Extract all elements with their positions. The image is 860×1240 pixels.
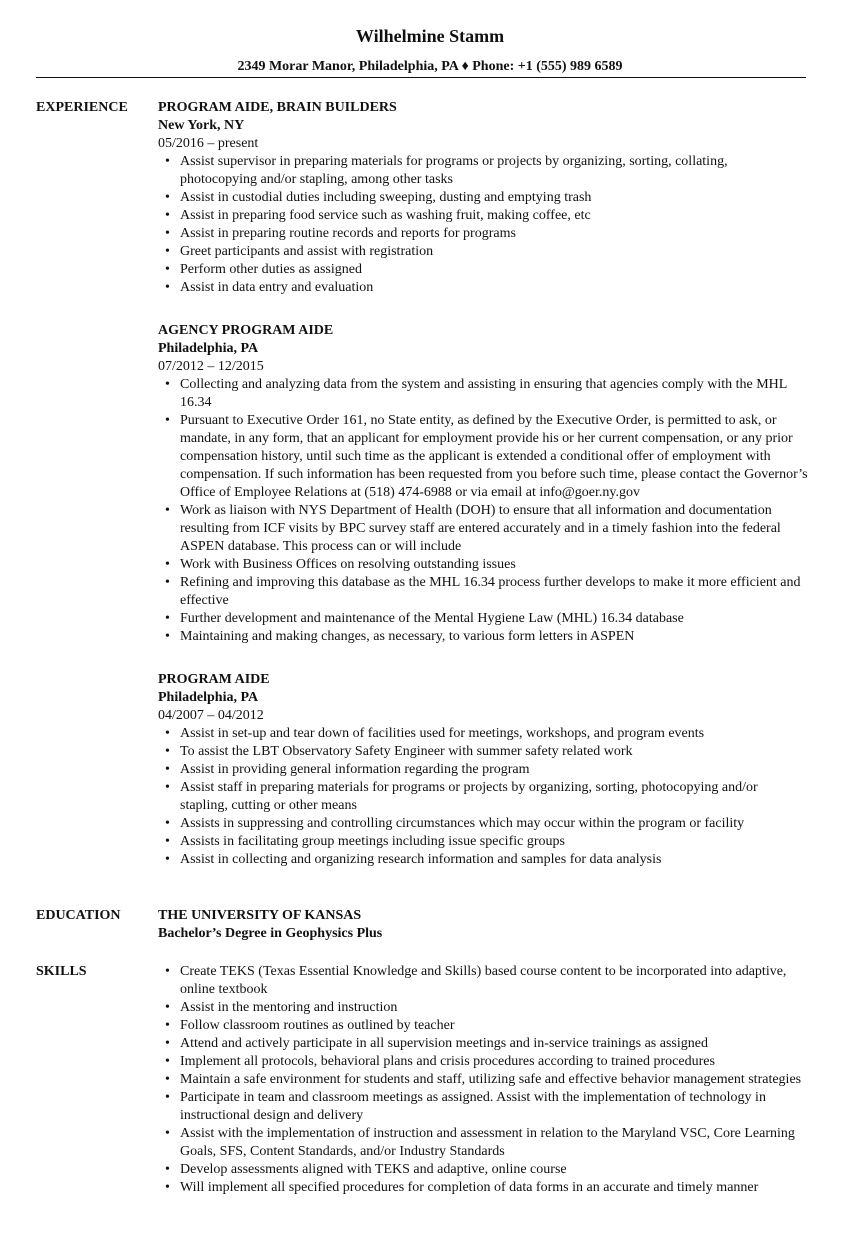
bullet-item: • Assist supervisor in preparing materials for programs or projects by organizing, sorting, collating, photocopying and/or stapling, among other tasks <box>180 153 808 189</box>
bullet-item: • Pursuant to Executive Order 161, no State entity, as defined by the Executive Order, is permitted to ask, or mandate, in any form, that an applicant for employment provide his or her current compensation, or any prior compensation history, until such time as the applicant is extended a conditional offer of employment with compensation. If such information has been requested from you before such time, please contact the Governor’s Office of Employee Relations at (518) 474-6988 or via email at info@goer.ny.gov <box>180 412 808 502</box>
header-divider <box>36 77 806 78</box>
contact-line: 2349 Morar Manor, Philadelphia, PA ♦ Phone: +1 (555) 989 6589 <box>237 59 623 74</box>
candidate-name: Wilhelmine Stamm <box>355 26 505 46</box>
bullet-item: • Create TEKS (Texas Essential Knowledge and Skills) based course content to be incorporated into adaptive, online textbook <box>180 963 808 999</box>
bullet-item: • To assist the LBT Observatory Safety Engineer with summer safety related work <box>180 743 808 761</box>
skills-body <box>158 963 808 1197</box>
job-entry <box>158 322 808 646</box>
skills-bullets <box>158 963 808 1197</box>
job-dates: 04/2007 – 04/2012 <box>158 708 264 723</box>
bullet-item: • Assist in preparing food service such as washing fruit, making coffee, etc <box>180 207 808 225</box>
education-body <box>158 907 808 943</box>
bullet-item: • Refining and improving this database as the MHL 16.34 process further develops to make it more efficient and effective <box>180 574 808 610</box>
job-dates: 05/2016 – present <box>158 136 259 151</box>
bullet-item: • Follow classroom routines as outlined by teacher <box>180 1017 808 1035</box>
bullet-item: • Further development and maintenance of the Mental Hygiene Law (MHL) 16.34 database <box>180 610 808 628</box>
experience-heading: EXPERIENCE <box>36 100 128 115</box>
job-location: New York, NY <box>158 118 245 133</box>
skills-heading: SKILLS <box>36 964 87 979</box>
bullet-item: • Assist in data entry and evaluation <box>180 279 808 297</box>
job-location: Philadelphia, PA <box>158 690 259 705</box>
experience-body <box>158 99 808 894</box>
bullet-item: • Collecting and analyzing data from the system and assisting in ensuring that agencies comply with the MHL 16.34 <box>180 376 808 412</box>
bullet-item: • Maintaining and making changes, as necessary, to various form letters in ASPEN <box>180 628 808 646</box>
school-name: THE UNIVERSITY OF KANSAS <box>158 908 362 923</box>
education-heading: EDUCATION <box>36 908 121 923</box>
job-dates: 07/2012 – 12/2015 <box>158 359 264 374</box>
bullet-item: • Assist in set-up and tear down of facilities used for meetings, workshops, and program events <box>180 725 808 743</box>
job-bullets <box>158 725 808 869</box>
bullet-item: • Implement all protocols, behavioral plans and crisis procedures according to trained procedures <box>180 1053 808 1071</box>
bullet-item: • Assist in the mentoring and instruction <box>180 999 808 1017</box>
bullet-item: • Assists in suppressing and controlling circumstances which may occur within the program or facility <box>180 815 808 833</box>
bullet-item: • Assist in collecting and organizing research information and samples for data analysis <box>180 851 808 869</box>
job-title: PROGRAM AIDE <box>158 672 270 687</box>
job-entry <box>158 99 808 297</box>
job-bullets <box>158 153 808 297</box>
job-location: Philadelphia, PA <box>158 341 259 356</box>
bullet-item: • Assist in custodial duties including sweeping, dusting and emptying trash <box>180 189 808 207</box>
bullet-item: • Perform other duties as assigned <box>180 261 808 279</box>
bullet-item: • Will implement all specified procedures for completion of data forms in an accurate and timely manner <box>180 1179 808 1197</box>
bullet-item: • Assist in providing general information regarding the program <box>180 761 808 779</box>
bullet-item: • Work as liaison with NYS Department of Health (DOH) to ensure that all information and documentation resulting from ICF visits by BPC survey staff are entered accurately and in a timely fashion into the federal ASPEN database. This process can or will include <box>180 502 808 556</box>
bullet-item: • Work with Business Offices on resolving outstanding issues <box>180 556 808 574</box>
degree: Bachelor’s Degree in Geophysics Plus <box>158 926 383 941</box>
job-bullets <box>158 376 808 646</box>
bullet-item: • Develop assessments aligned with TEKS and adaptive, online course <box>180 1161 808 1179</box>
bullet-item: • Participate in team and classroom meetings as assigned. Assist with the implementation of technology in instructional design and delivery <box>180 1089 808 1125</box>
job-title: AGENCY PROGRAM AIDE <box>158 323 334 338</box>
job-title: PROGRAM AIDE, BRAIN BUILDERS <box>158 100 397 115</box>
bullet-item: • Maintain a safe environment for students and staff, utilizing safe and effective behavior management strategies <box>180 1071 808 1089</box>
bullet-item: • Assist with the implementation of instruction and assessment in relation to the Maryland VSC, Core Learning Goals, SFS, Content Standards, and/or Industry Standards <box>180 1125 808 1161</box>
bullet-item: • Assists in facilitating group meetings including issue specific groups <box>180 833 808 851</box>
job-entry <box>158 671 808 869</box>
bullet-item: • Assist in preparing routine records and reports for programs <box>180 225 808 243</box>
bullet-item: • Greet participants and assist with registration <box>180 243 808 261</box>
bullet-item: • Attend and actively participate in all supervision meetings and in-service trainings as assigned <box>180 1035 808 1053</box>
bullet-item: • Assist staff in preparing materials for programs or projects by organizing, sorting, photocopying and/or stapling, cutting or other means <box>180 779 808 815</box>
